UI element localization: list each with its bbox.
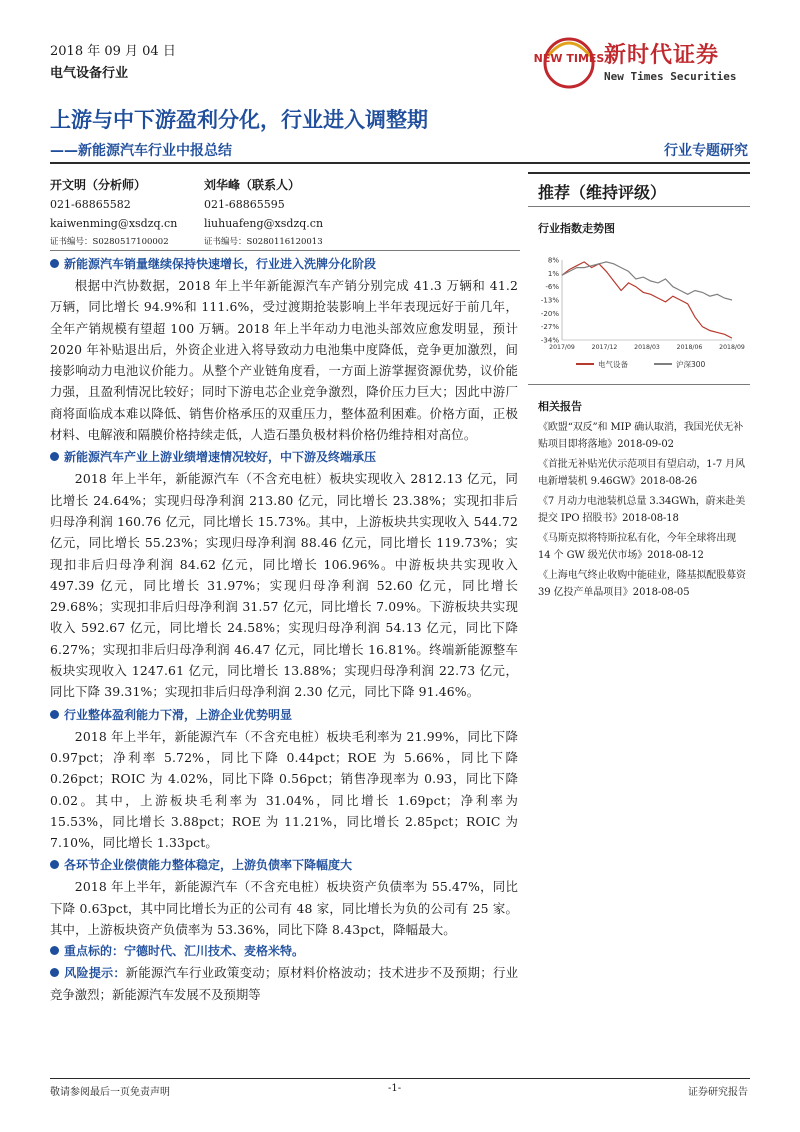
section-heading: 各环节企业偿债能力整体稳定，上游负债率下降幅度大: [50, 855, 518, 876]
key-targets-label: 重点标的：: [64, 944, 125, 959]
sidebar-divider-2: [528, 384, 750, 385]
report-type: 行业专题研究: [664, 143, 748, 159]
y-tick-label: 1%: [547, 269, 559, 278]
key-targets: [50, 940, 518, 962]
related-report-item[interactable]: 《上海电气终止收购中能硅业，隆基拟配股募资 39 亿投产单晶项目》2018-08-05: [538, 570, 746, 598]
related-report-item[interactable]: 《首批无补贴光伏示范项目有望启动，1-7 月风电新增装机 9.46GW》2018-08-26: [538, 459, 745, 487]
x-tick-label: 2018/03: [634, 344, 660, 351]
related-report-item[interactable]: 《7 月动力电池装机总量 3.34GWh，蔚来赴美提交 IPO 招股书》2018-08-18: [538, 496, 746, 524]
related-report-item[interactable]: 《欧盟“双反”和 MIP 确认取消，我国光伏无补贴项目即将落地》2018-09-02: [538, 422, 744, 450]
risk-text: 新能源汽车行业政策变动；原材料价格波动；技术进步不及预期；行业竞争激烈；新能源汽车发展不及预期等: [50, 965, 518, 1003]
industry-label: 电气设备行业: [50, 66, 129, 81]
bullet-dot-icon: [50, 710, 59, 719]
logo-name-en: New Times Securities: [604, 70, 737, 83]
footer-report-type: 证券研究报告: [688, 1087, 748, 1098]
related-reports-title: 相关报告: [538, 400, 582, 413]
section-text: 根据中汽协数据，2018 年上半年新能源汽车产销分别完成 41.3 万辆和 41.2 万辆，同比增长 94.9%和 111.6%，受过渡期抢装影响上半年表现远好于前几年，全年产销规模有望超 100 万辆。2018 年上半年动力电池头部效应愈发明显，预计 2020 年补贴退出后，外资企业进入将导致动力电池集中度降低，竞争更加激烈，间接影响动力电池议价能力。从整个产业链角度看，一方面上游掌握资源优势，议价能力强，且盈利情况比较好；同时下游电芯企业竞争激烈，降价压力巨大；因此中游厂商将面临成本难以降低、销售价格承压的双重压力，整体盈利困难。价格方面，正极材料、电解液和隔膜价格持续走低，人造石墨负极材料价格仍维持相对高位。: [50, 278, 518, 443]
y-tick-label: -20%: [540, 309, 559, 318]
sidebar-divider: [528, 206, 750, 207]
chart-title: 行业指数走势图: [538, 222, 615, 235]
section-text: 2018 年上半年，新能源汽车（不含充电桩）板块毛利率为 21.99%，同比下降 0.97pct；净利率 5.72%，同比下降 0.44pct；ROE 为 5.66%，同比下降 0.26pct；ROIC 为 4.02%，同比下降 0.56pct；销售净现率为 0.93，同比下降 0.02。其中，上游板块毛利率为 31.04%，同比增长 1.69pct；净利率为 15.53%，同比增长 3.88pct；ROE 为 11.21%，同比增长 2.85pct；ROIC 为 7.10%，同比增长 1.33pct。: [50, 728, 518, 851]
y-tick-label: -34%: [540, 336, 559, 345]
logo-mark-icon: [533, 34, 605, 92]
risk-label: 风险提示：: [64, 966, 126, 981]
contact-name: 刘华峰（联系人）: [204, 178, 301, 192]
page-subtitle: ——新能源汽车行业中报总结: [50, 143, 232, 159]
legend-label: 电气设备: [598, 360, 628, 369]
index-trend-chart: [532, 252, 748, 376]
logo-name-cn: 新时代证券: [604, 43, 720, 68]
contact-email[interactable]: liuhuafeng@xsdzq.cn: [204, 217, 324, 230]
bullet-dot-icon: [50, 946, 59, 955]
x-tick-label: 2017/09: [549, 344, 575, 351]
series-line-csi300: [562, 262, 732, 300]
report-date: 2018 年 09 月 04 日: [50, 44, 176, 59]
section-heading: 行业整体盈利能力下滑，上游企业优势明显: [50, 705, 518, 726]
analyst-phone: 021-68865582: [50, 198, 131, 211]
y-tick-label: -13%: [540, 296, 559, 305]
x-tick-label: 2017/12: [591, 344, 618, 351]
legend-label: 沪深300: [676, 360, 706, 369]
series-line-electrical-equipment: [562, 262, 732, 338]
risk-warning: [50, 962, 518, 1005]
analyst-divider: [50, 250, 520, 251]
related-report-item[interactable]: 《马斯克拟将特斯拉私有化，今年全球将出现 14 个 GW 级光伏市场》2018-08-12: [538, 533, 736, 561]
section-heading: 新能源汽车产业上游业绩增速情况较好，中下游及终端承压: [50, 447, 518, 468]
contact-cert: 证书编号：S0280116120013: [204, 237, 323, 247]
contact-card: [204, 176, 323, 252]
bullet-dot-icon: [50, 860, 59, 869]
analyst-cert: 证书编号：S0280517100002: [50, 237, 169, 247]
company-logo: [533, 34, 748, 92]
y-tick-label: 8%: [547, 256, 559, 265]
section-text: 2018 年上半年，新能源汽车（不含充电桩）板块实现收入 2812.13 亿元，同比增长 24.64%；实现归母净利润 213.80 亿元，同比增长 23.38%；实现扣非后归母净利润 160.76 亿元，同比增长 15.73%。其中，上游板块共实现收入 544.72 亿元，同比增长 55.23%；实现归母净利润 88.46 亿元，同比增长 119.73%；实现扣非后归母净利润 84.62 亿元，同比增长 106.96%。中游板块共实现收入 497.39 亿元，同比增长 31.97%；实现归母净利润 52.60 亿元，同比增长 29.68%；实现扣非后归母净利润 31.57 亿元，同比增长 7.09%。下游板块共实现收入 592.67 亿元，同比增长 24.58%；实现归母净利润 54.13 亿元，同比下降 6.27%；实现扣非后归母净利润 46.47 亿元，同比增长 16.81%。终端新能源整车板块实现收入 1247.61 亿元，同比增长 13.88%；实现归母净利润 22.73 亿元，同比下降 39.31%；实现扣非后归母净利润 2.30 亿元，同比下降 91.46%。: [50, 471, 518, 700]
bullet-dot-icon: [50, 259, 59, 268]
y-tick-label: -6%: [545, 283, 559, 292]
rating-label: 推荐（维持评级）: [538, 183, 667, 202]
section-heading: 新能源汽车销量继续保持快速增长，行业进入洗牌分化阶段: [50, 254, 518, 275]
bullet-dot-icon: [50, 452, 59, 461]
footer-divider: [50, 1078, 750, 1079]
analyst-email[interactable]: kaiwenming@xsdzq.cn: [50, 217, 178, 230]
section-text: 2018 年上半年，新能源汽车（不含充电桩）板块资产负债率为 55.47%，同比下降 0.63pct，其中同比增长为正的公司有 48 家，同比增长为负的公司有 25 家。其中，上游板块资产负债率为 53.36%，同比下降 8.43pct，降幅最大。: [50, 879, 518, 938]
page-number: -1-: [388, 1083, 402, 1094]
disclaimer-note: 敬请参阅最后一页免责声明: [50, 1087, 170, 1098]
x-tick-label: 2018/09: [719, 344, 745, 351]
key-targets-text: 宁德时代、汇川技术、麦格米特。: [124, 944, 305, 959]
sidebar-divider-top: [528, 172, 750, 174]
bullet-dot-icon: [50, 968, 59, 977]
page-title: 上游与中下游盈利分化，行业进入调整期: [50, 108, 428, 132]
x-tick-label: 2018/06: [676, 344, 703, 351]
contact-phone: 021-68865595: [204, 198, 285, 211]
header-divider: [50, 162, 750, 164]
related-reports-list: [538, 420, 750, 605]
report-body: [50, 252, 518, 1005]
logo-mark-word-1: NEW TIMES: [533, 52, 605, 65]
y-tick-label: -27%: [540, 323, 559, 332]
analyst-card: [50, 176, 177, 252]
analyst-name: 开文明（分析师）: [50, 178, 147, 192]
